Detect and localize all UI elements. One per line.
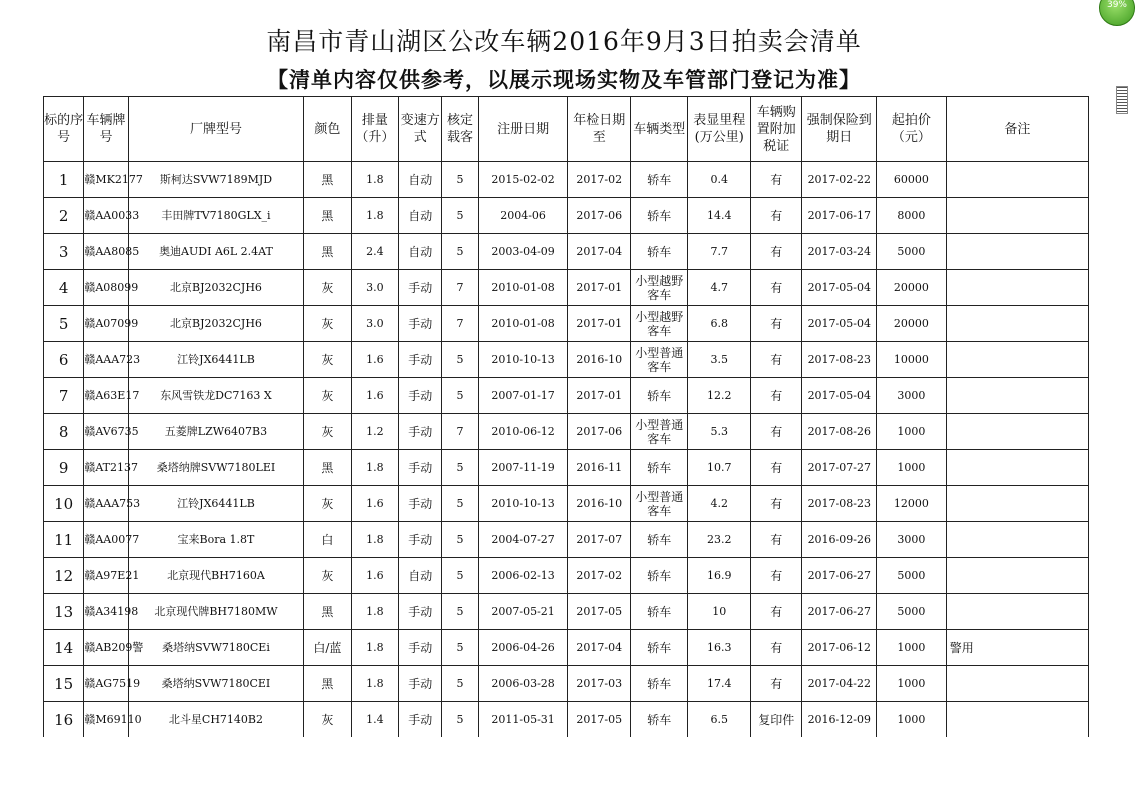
cell-plate: 赣AV6735 [84, 414, 128, 450]
header-color: 颜色 [304, 97, 351, 162]
cell-color: 白/蓝 [304, 630, 351, 666]
cell-price: 8000 [877, 198, 947, 234]
cell-tax-cert: 有 [751, 198, 802, 234]
cell-inspection: 2017-04 [568, 234, 631, 270]
cell-insurance: 2017-08-23 [802, 342, 877, 378]
cell-type: 轿车 [631, 450, 688, 486]
cell-model: 宝来Bora 1.8T [128, 522, 304, 558]
cell-displacement: 1.8 [351, 198, 398, 234]
cell-type: 小型越野客车 [631, 270, 688, 306]
cell-model: 桑塔纳SVW7180CEi [128, 630, 304, 666]
cell-inspection: 2017-04 [568, 630, 631, 666]
cell-transmission: 手动 [399, 522, 442, 558]
cell-price: 5000 [877, 594, 947, 630]
table-row [44, 378, 1089, 414]
cell-mileage: 10 [688, 594, 751, 630]
table-row [44, 630, 1089, 666]
cell-tax-cert: 有 [751, 630, 802, 666]
cell-displacement: 1.8 [351, 522, 398, 558]
cell-plate: 赣AA8085 [84, 234, 128, 270]
cell-seats: 7 [442, 414, 478, 450]
table-row [44, 594, 1089, 630]
cell-price: 20000 [877, 306, 947, 342]
cell-displacement: 1.8 [351, 594, 398, 630]
cell-tax-cert: 有 [751, 594, 802, 630]
table-row [44, 270, 1089, 306]
cell-note [946, 522, 1088, 558]
cell-tax-cert: 有 [751, 162, 802, 198]
cell-seats: 5 [442, 162, 478, 198]
cell-no: 9 [44, 450, 84, 486]
cell-color: 灰 [304, 342, 351, 378]
cell-no: 10 [44, 486, 84, 522]
cell-displacement: 1.8 [351, 450, 398, 486]
header-type: 车辆类型 [631, 97, 688, 162]
cell-transmission: 自动 [399, 234, 442, 270]
cell-tax-cert: 有 [751, 666, 802, 702]
cell-reg-date: 2006-03-28 [478, 666, 568, 702]
cell-transmission: 手动 [399, 450, 442, 486]
cell-price: 1000 [877, 630, 947, 666]
cell-type: 轿车 [631, 594, 688, 630]
cell-no: 4 [44, 270, 84, 306]
cell-note [946, 342, 1088, 378]
cell-transmission: 自动 [399, 198, 442, 234]
cell-color: 灰 [304, 270, 351, 306]
cell-insurance: 2017-06-12 [802, 630, 877, 666]
cell-no: 2 [44, 198, 84, 234]
cell-mileage: 6.8 [688, 306, 751, 342]
cell-model: 丰田牌TV7180GLX_i [128, 198, 304, 234]
cell-inspection: 2016-10 [568, 486, 631, 522]
header-reg-date: 注册日期 [478, 97, 568, 162]
cell-color: 灰 [304, 558, 351, 594]
cell-transmission: 手动 [399, 414, 442, 450]
cell-displacement: 1.6 [351, 342, 398, 378]
cell-note: 警用 [946, 630, 1088, 666]
cell-no: 7 [44, 378, 84, 414]
cell-note [946, 270, 1088, 306]
cell-color: 黑 [304, 234, 351, 270]
cell-inspection: 2016-10 [568, 342, 631, 378]
cell-displacement: 1.8 [351, 666, 398, 702]
cell-transmission: 手动 [399, 594, 442, 630]
cell-reg-date: 2007-01-17 [478, 378, 568, 414]
cell-insurance: 2017-08-26 [802, 414, 877, 450]
table-row [44, 666, 1089, 702]
cell-tax-cert: 有 [751, 270, 802, 306]
table-row [44, 306, 1089, 342]
cell-plate: 赣MK2177 [84, 162, 128, 198]
cell-reg-date: 2004-06 [478, 198, 568, 234]
cell-inspection: 2017-05 [568, 594, 631, 630]
cell-model: 斯柯达SVW7189MJD [128, 162, 304, 198]
cell-seats: 5 [442, 666, 478, 702]
cell-reg-date: 2007-11-19 [478, 450, 568, 486]
cell-note [946, 378, 1088, 414]
cell-price: 10000 [877, 342, 947, 378]
cell-no: 15 [44, 666, 84, 702]
table-header-row [44, 97, 1089, 162]
cell-inspection: 2017-05 [568, 702, 631, 738]
cell-transmission: 手动 [399, 306, 442, 342]
cell-tax-cert: 有 [751, 522, 802, 558]
cell-model: 北斗星CH7140B2 [128, 702, 304, 738]
cell-insurance: 2017-06-27 [802, 558, 877, 594]
auction-table [43, 96, 1089, 737]
cell-plate: 赣A34198 [84, 594, 128, 630]
header-tax-cert: 车辆购置附加税证 [751, 97, 802, 162]
cell-transmission: 手动 [399, 342, 442, 378]
cell-displacement: 1.8 [351, 630, 398, 666]
cell-type: 小型普通客车 [631, 342, 688, 378]
cell-inspection: 2017-01 [568, 306, 631, 342]
cell-color: 黑 [304, 450, 351, 486]
cell-insurance: 2017-06-27 [802, 594, 877, 630]
cell-seats: 5 [442, 558, 478, 594]
cell-no: 12 [44, 558, 84, 594]
cell-note [946, 162, 1088, 198]
cell-reg-date: 2003-04-09 [478, 234, 568, 270]
header-transmission: 变速方式 [399, 97, 442, 162]
cell-no: 13 [44, 594, 84, 630]
cell-insurance: 2017-04-22 [802, 666, 877, 702]
cell-inspection: 2017-01 [568, 378, 631, 414]
cell-model: 北京BJ2032CJH6 [128, 306, 304, 342]
cell-seats: 5 [442, 486, 478, 522]
cell-insurance: 2017-06-17 [802, 198, 877, 234]
cell-plate: 赣A07099 [84, 306, 128, 342]
cell-inspection: 2017-06 [568, 414, 631, 450]
page-title: 南昌市青山湖区公改车辆2016年9月3日拍卖会清单 [266, 27, 862, 56]
cell-no: 11 [44, 522, 84, 558]
cell-inspection: 2017-02 [568, 558, 631, 594]
table-row [44, 522, 1089, 558]
cell-price: 60000 [877, 162, 947, 198]
cell-price: 5000 [877, 558, 947, 594]
cell-color: 灰 [304, 378, 351, 414]
cell-displacement: 1.2 [351, 414, 398, 450]
cell-type: 轿车 [631, 630, 688, 666]
cell-tax-cert: 有 [751, 414, 802, 450]
cell-mileage: 5.3 [688, 414, 751, 450]
cell-plate: 赣AAA723 [84, 342, 128, 378]
cell-reg-date: 2004-07-27 [478, 522, 568, 558]
cell-mileage: 0.4 [688, 162, 751, 198]
cell-note [946, 702, 1088, 738]
cell-inspection: 2016-11 [568, 450, 631, 486]
cell-type: 轿车 [631, 162, 688, 198]
cell-price: 1000 [877, 702, 947, 738]
cell-displacement: 1.4 [351, 702, 398, 738]
cell-insurance: 2017-05-04 [802, 306, 877, 342]
cell-reg-date: 2010-10-13 [478, 342, 568, 378]
cell-seats: 5 [442, 378, 478, 414]
table-row [44, 486, 1089, 522]
cell-plate: 赣A08099 [84, 270, 128, 306]
cell-color: 白 [304, 522, 351, 558]
cell-plate: 赣AG7519 [84, 666, 128, 702]
header-inspection: 年检日期至 [568, 97, 631, 162]
cell-mileage: 7.7 [688, 234, 751, 270]
table-row [44, 414, 1089, 450]
cell-reg-date: 2015-02-02 [478, 162, 568, 198]
cell-mileage: 16.3 [688, 630, 751, 666]
cell-model: 桑塔纳牌SVW7180LEI [128, 450, 304, 486]
cell-no: 3 [44, 234, 84, 270]
cell-seats: 7 [442, 270, 478, 306]
cell-type: 轿车 [631, 702, 688, 738]
cell-inspection: 2017-06 [568, 198, 631, 234]
cell-transmission: 手动 [399, 486, 442, 522]
cell-color: 灰 [304, 486, 351, 522]
cell-seats: 5 [442, 522, 478, 558]
cell-mileage: 23.2 [688, 522, 751, 558]
cell-price: 3000 [877, 378, 947, 414]
cell-transmission: 手动 [399, 378, 442, 414]
cell-color: 灰 [304, 414, 351, 450]
cell-plate: 赣M69110 [84, 702, 128, 738]
cell-price: 3000 [877, 522, 947, 558]
cell-plate: 赣AAA753 [84, 486, 128, 522]
cell-tax-cert: 有 [751, 378, 802, 414]
cell-note [946, 594, 1088, 630]
header-no: 标的序号 [44, 97, 84, 162]
cell-seats: 5 [442, 702, 478, 738]
cell-reg-date: 2006-02-13 [478, 558, 568, 594]
cell-seats: 5 [442, 594, 478, 630]
progress-badge-text: 39% [1106, 0, 1127, 10]
cell-transmission: 自动 [399, 558, 442, 594]
cell-note [946, 558, 1088, 594]
cell-reg-date: 2010-06-12 [478, 414, 568, 450]
cell-type: 小型普通客车 [631, 486, 688, 522]
cell-no: 14 [44, 630, 84, 666]
cell-color: 黑 [304, 162, 351, 198]
cell-note [946, 414, 1088, 450]
cell-model: 江铃JX6441LB [128, 342, 304, 378]
cell-model: 北京现代牌BH7180MW [128, 594, 304, 630]
cell-insurance: 2017-08-23 [802, 486, 877, 522]
cell-plate: 赣A63E17 [84, 378, 128, 414]
cell-reg-date: 2006-04-26 [478, 630, 568, 666]
cell-plate: 赣AT2137 [84, 450, 128, 486]
cell-type: 小型普通客车 [631, 414, 688, 450]
cell-color: 黑 [304, 666, 351, 702]
cell-mileage: 16.9 [688, 558, 751, 594]
cell-inspection: 2017-07 [568, 522, 631, 558]
cell-price: 12000 [877, 486, 947, 522]
cell-seats: 5 [442, 234, 478, 270]
cell-displacement: 1.6 [351, 486, 398, 522]
cell-note [946, 666, 1088, 702]
cell-insurance: 2017-05-04 [802, 378, 877, 414]
cell-model: 北京BJ2032CJH6 [128, 270, 304, 306]
cell-price: 5000 [877, 234, 947, 270]
cell-plate: 赣AA0033 [84, 198, 128, 234]
cell-mileage: 4.2 [688, 486, 751, 522]
cell-no: 5 [44, 306, 84, 342]
cell-no: 8 [44, 414, 84, 450]
cell-plate: 赣AB209警 [84, 630, 128, 666]
cell-transmission: 手动 [399, 702, 442, 738]
cell-insurance: 2016-12-09 [802, 702, 877, 738]
cell-note [946, 450, 1088, 486]
cell-price: 1000 [877, 414, 947, 450]
cell-insurance: 2017-02-22 [802, 162, 877, 198]
header-seats: 核定载客 [442, 97, 478, 162]
cell-seats: 5 [442, 342, 478, 378]
header-displacement: 排量（升） [351, 97, 398, 162]
cell-tax-cert: 有 [751, 450, 802, 486]
cell-reg-date: 2010-10-13 [478, 486, 568, 522]
cell-note [946, 486, 1088, 522]
cell-insurance: 2017-07-27 [802, 450, 877, 486]
cell-seats: 5 [442, 450, 478, 486]
cell-displacement: 2.4 [351, 234, 398, 270]
cell-displacement: 1.6 [351, 558, 398, 594]
cell-color: 灰 [304, 702, 351, 738]
cell-tax-cert: 有 [751, 234, 802, 270]
cell-mileage: 17.4 [688, 666, 751, 702]
cell-no: 16 [44, 702, 84, 738]
cell-seats: 7 [442, 306, 478, 342]
cell-model: 东风雪铁龙DC7163 X [128, 378, 304, 414]
cell-inspection: 2017-02 [568, 162, 631, 198]
cell-reg-date: 2011-05-31 [478, 702, 568, 738]
cell-color: 黑 [304, 198, 351, 234]
cell-model: 五菱牌LZW6407B3 [128, 414, 304, 450]
header-plate: 车辆牌号 [84, 97, 128, 162]
cell-transmission: 手动 [399, 270, 442, 306]
cell-no: 6 [44, 342, 84, 378]
cell-mileage: 3.5 [688, 342, 751, 378]
cell-type: 轿车 [631, 378, 688, 414]
cell-insurance: 2016-09-26 [802, 522, 877, 558]
header-mileage: 表显里程(万公里) [688, 97, 751, 162]
cell-seats: 5 [442, 630, 478, 666]
cell-no: 1 [44, 162, 84, 198]
cell-mileage: 12.2 [688, 378, 751, 414]
cell-type: 轿车 [631, 234, 688, 270]
header-note: 备注 [946, 97, 1088, 162]
cell-model: 北京现代BH7160A [128, 558, 304, 594]
cell-plate: 赣A97E21 [84, 558, 128, 594]
cell-displacement: 1.8 [351, 162, 398, 198]
header-model: 厂牌型号 [128, 97, 304, 162]
cell-price: 1000 [877, 666, 947, 702]
cell-tax-cert: 有 [751, 306, 802, 342]
table-row [44, 702, 1089, 738]
cell-transmission: 手动 [399, 666, 442, 702]
cell-note [946, 306, 1088, 342]
header-insurance: 强制保险到期日 [802, 97, 877, 162]
cell-displacement: 3.0 [351, 270, 398, 306]
cell-insurance: 2017-05-04 [802, 270, 877, 306]
table-row [44, 198, 1089, 234]
table-row [44, 162, 1089, 198]
cell-type: 轿车 [631, 666, 688, 702]
cell-type: 轿车 [631, 198, 688, 234]
cell-transmission: 自动 [399, 162, 442, 198]
cell-price: 20000 [877, 270, 947, 306]
cell-tax-cert: 复印件 [751, 702, 802, 738]
page-subtitle: 【清单内容仅供参考，以展示现场实物及车管部门登记为准】 [267, 67, 861, 92]
cell-model: 桑塔纳SVW7180CEI [128, 666, 304, 702]
table-row [44, 234, 1089, 270]
cell-mileage: 10.7 [688, 450, 751, 486]
cell-color: 灰 [304, 306, 351, 342]
cell-tax-cert: 有 [751, 486, 802, 522]
cell-inspection: 2017-03 [568, 666, 631, 702]
cell-price: 1000 [877, 450, 947, 486]
cell-inspection: 2017-01 [568, 270, 631, 306]
cell-mileage: 14.4 [688, 198, 751, 234]
cell-note [946, 234, 1088, 270]
cell-mileage: 4.7 [688, 270, 751, 306]
table-row [44, 450, 1089, 486]
table-row [44, 342, 1089, 378]
cell-type: 轿车 [631, 522, 688, 558]
cell-tax-cert: 有 [751, 342, 802, 378]
cell-reg-date: 2010-01-08 [478, 306, 568, 342]
cell-tax-cert: 有 [751, 558, 802, 594]
cell-displacement: 1.6 [351, 378, 398, 414]
cell-model: 奥迪AUDI A6L 2.4AT [128, 234, 304, 270]
cell-transmission: 手动 [399, 630, 442, 666]
cell-plate: 赣AA0077 [84, 522, 128, 558]
cell-mileage: 6.5 [688, 702, 751, 738]
cell-note [946, 198, 1088, 234]
cell-insurance: 2017-03-24 [802, 234, 877, 270]
cell-color: 黑 [304, 594, 351, 630]
cell-reg-date: 2010-01-08 [478, 270, 568, 306]
cell-seats: 5 [442, 198, 478, 234]
table-row [44, 558, 1089, 594]
cell-reg-date: 2007-05-21 [478, 594, 568, 630]
cell-type: 小型越野客车 [631, 306, 688, 342]
header-price: 起拍价（元） [877, 97, 947, 162]
cell-type: 轿车 [631, 558, 688, 594]
cell-displacement: 3.0 [351, 306, 398, 342]
cell-model: 江铃JX6441LB [128, 486, 304, 522]
